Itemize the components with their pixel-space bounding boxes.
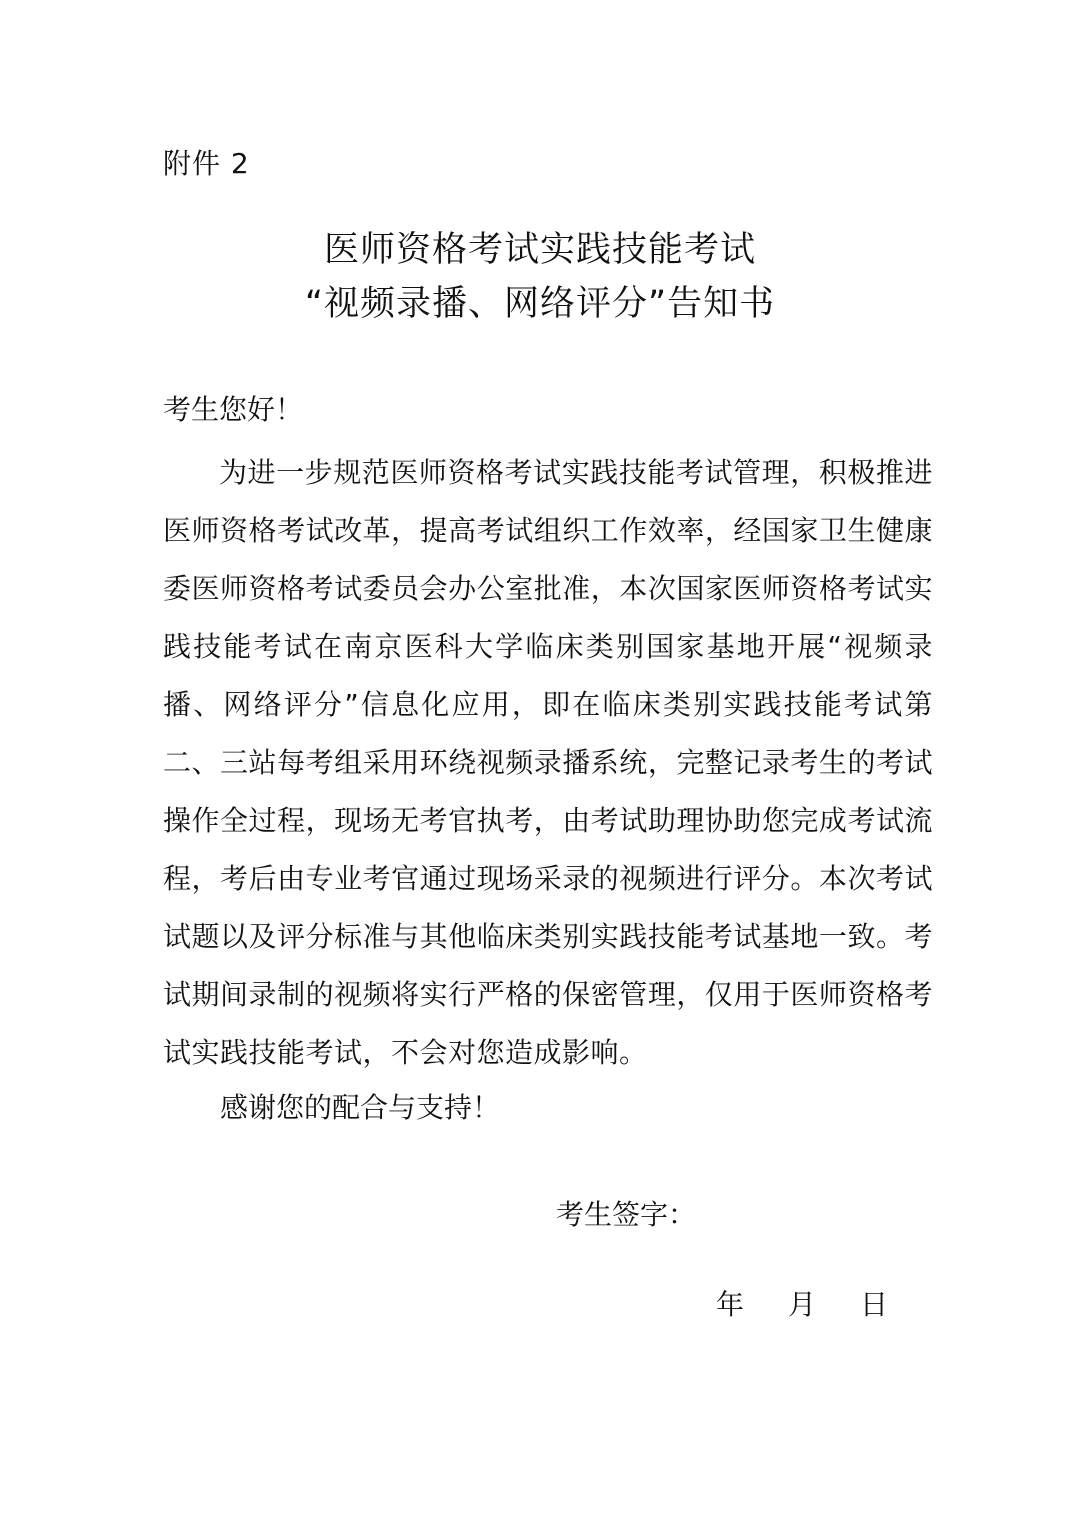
date-day: 日: [860, 1288, 889, 1321]
date-month: 月: [788, 1288, 817, 1321]
document-title-line2: “视频录播、网络评分”告知书: [304, 284, 776, 324]
document-title-line1: 医师资格考试实践技能考试: [323, 230, 756, 270]
signature-label: 考生签字：: [556, 1198, 697, 1231]
body-paragraph: 为进一步规范医师资格考试实践技能考试管理，积极推进医师资格考试改革，提高考试组织工作效率，经国家卫生健康委医师资格考试委员会办公室批准，本次国家医师资格考试实践技能考试在南京医科大学临床类别国家基地开展“视频录播、网络评分”信息化应用，即在临床类别实践技能考试第二、三站每考组采用环绕视频录播系统，完整记录考生的考试操作全过程，现场无考官执考，由考试助理协助您完成考试流程，考后由专业考官通过现场采录的视频进行评分。本次考试试题以及评分标准与其他临床类别实践技能考试基地一致。考试期间录制的视频将实行严格的保密管理，仅用于医师资格考试实践技能考试，不会对您造成影响。: [163, 456, 933, 1069]
attachment-label: 附件 2: [163, 147, 250, 180]
greeting: 考生您好！: [163, 393, 304, 426]
date-year: 年: [716, 1288, 745, 1321]
thanks-line: 感谢您的配合与支持！: [220, 1091, 501, 1124]
